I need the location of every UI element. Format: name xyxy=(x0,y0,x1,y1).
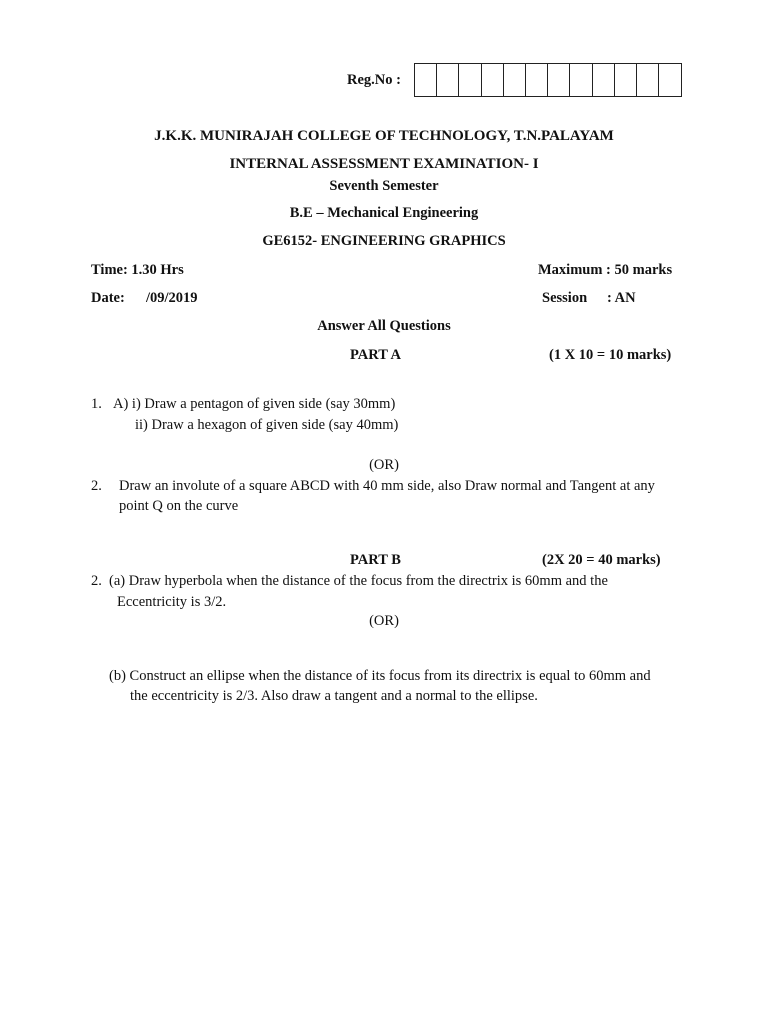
question-2-number: 2. xyxy=(91,478,102,494)
reg-no-box xyxy=(459,64,481,96)
exam-title: INTERNAL ASSESSMENT EXAMINATION- I xyxy=(229,156,539,172)
part-b-question-b-line-1: (b) Construct an ellipse when the distance of its focus from its directrix is equal to 60mm and xyxy=(109,668,651,684)
part-b-question-b-line-2: the eccentricity is 2/3. Also draw a tangent and a normal to the ellipse. xyxy=(130,688,538,704)
date-value: /09/2019 xyxy=(146,290,198,306)
reg-no-box xyxy=(482,64,504,96)
reg-no-box xyxy=(570,64,592,96)
session-label: Session xyxy=(542,290,588,306)
question-1-line-2: ii) Draw a hexagon of given side (say 40mm) xyxy=(135,417,399,433)
reg-no-box xyxy=(437,64,459,96)
part-a-or: (OR) xyxy=(369,457,399,473)
course-title: GE6152- ENGINEERING GRAPHICS xyxy=(262,233,506,249)
reg-no-label: Reg.No : xyxy=(347,72,401,88)
exam-duration: Time: 1.30 Hrs xyxy=(91,262,184,278)
part-b-or: (OR) xyxy=(369,613,399,629)
part-b-question-a-line-2: Eccentricity is 3/2. xyxy=(117,594,227,610)
reg-no-box xyxy=(548,64,570,96)
reg-no-box xyxy=(415,64,437,96)
part-b-marks: (2X 20 = 40 marks) xyxy=(542,552,661,568)
part-a-marks: (1 X 10 = 10 marks) xyxy=(549,347,672,363)
maximum-marks: Maximum : 50 marks xyxy=(538,262,673,278)
part-b-question-number: 2. xyxy=(91,573,102,589)
reg-no-box xyxy=(526,64,548,96)
instruction: Answer All Questions xyxy=(317,318,451,334)
question-1-line-1: A) i) Draw a pentagon of given side (say 30mm) xyxy=(113,396,396,412)
reg-no-box xyxy=(593,64,615,96)
date-label: Date: xyxy=(91,290,125,306)
part-a-title: PART A xyxy=(350,347,401,363)
session-value: : AN xyxy=(607,290,636,306)
part-b-question-a-line-1: (a) Draw hyperbola when the distance of the focus from the directrix is 60mm and the xyxy=(109,573,608,589)
part-b-title: PART B xyxy=(350,552,401,568)
semester: Seventh Semester xyxy=(329,178,439,194)
question-2-line-1: Draw an involute of a square ABCD with 40 mm side, also Draw normal and Tangent at any xyxy=(119,478,655,494)
question-2-line-2: point Q on the curve xyxy=(119,498,239,514)
reg-no-box xyxy=(504,64,526,96)
reg-no-boxes xyxy=(414,63,682,97)
question-1-number: 1. xyxy=(91,396,102,412)
degree: B.E – Mechanical Engineering xyxy=(289,205,479,221)
college-name: J.K.K. MUNIRAJAH COLLEGE OF TECHNOLOGY, T.N.PALAYAM xyxy=(154,128,614,144)
reg-no-box xyxy=(615,64,637,96)
reg-no-box xyxy=(659,64,681,96)
reg-no-box xyxy=(637,64,659,96)
